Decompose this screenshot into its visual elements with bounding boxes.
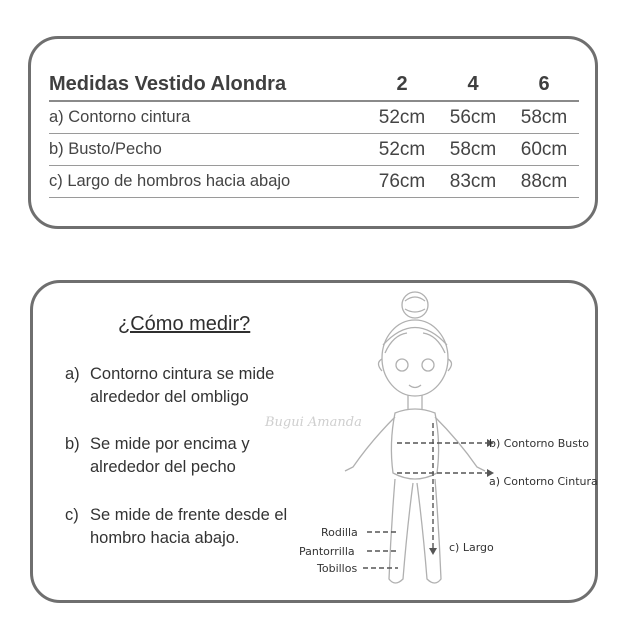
calf-callout: Pantorrilla [299, 545, 355, 558]
guide-title: ¿Cómo medir? [118, 313, 251, 335]
measurement-value: 58cm [437, 134, 509, 166]
table-row [49, 134, 579, 166]
measurement-value: 52cm [367, 134, 437, 166]
measurement-figure [33, 283, 598, 600]
table-row [49, 166, 579, 198]
measurement-value: 58cm [509, 101, 579, 134]
measurement-value: 83cm [437, 166, 509, 198]
step-label: a) [65, 365, 80, 383]
knee-callout: Rodilla [321, 526, 358, 539]
step-label: b) [65, 435, 80, 453]
waist-callout: a) Contorno Cintura [489, 475, 598, 488]
size-column-header: 2 [367, 69, 437, 101]
size-column-header: 4 [437, 69, 509, 101]
table-row [49, 101, 579, 134]
length-callout: c) Largo [449, 541, 494, 554]
measuring-guide-card [30, 280, 598, 603]
size-table-title: Medidas Vestido Alondra [49, 69, 367, 101]
step-label: c) [65, 506, 79, 524]
measurement-value: 60cm [509, 134, 579, 166]
bust-callout: b) Contorno Busto [489, 437, 590, 450]
measurement-value: 56cm [437, 101, 509, 134]
measurement-value: 52cm [367, 101, 437, 134]
length-arrow-icon [429, 548, 437, 555]
step-text: Contorno cintura se mide alrededor del ombligo [90, 365, 275, 406]
measurement-label: b) Busto/Pecho [49, 134, 367, 166]
ankle-callout: Tobillos [317, 562, 358, 575]
size-table [49, 69, 579, 198]
measurement-label: a) Contorno cintura [49, 101, 367, 134]
measurement-label: c) Largo de hombros hacia abajo [49, 166, 367, 198]
measurement-value: 88cm [509, 166, 579, 198]
step-text: Se mide por encima y alrededor del pecho [90, 435, 250, 476]
size-column-header: 6 [509, 69, 579, 101]
size-chart-card [28, 36, 598, 229]
watermark-text: Bugui Amanda [265, 415, 362, 430]
doll-illustration [345, 292, 485, 583]
size-table-header-row [49, 69, 579, 101]
step-text: Se mide de frente desde el hombro hacia abajo. [90, 506, 288, 547]
measurement-value: 76cm [367, 166, 437, 198]
